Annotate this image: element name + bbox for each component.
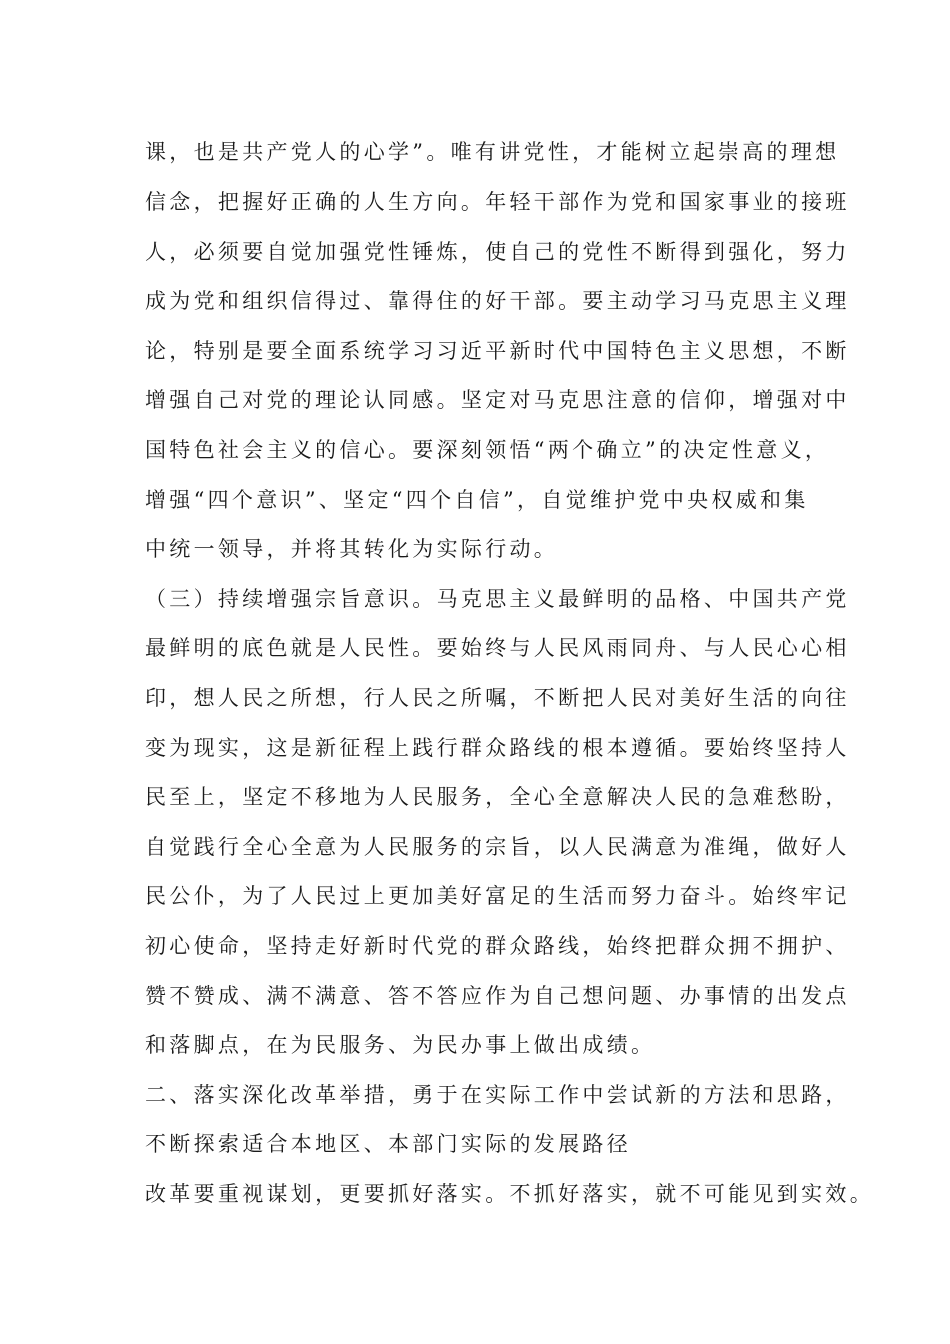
text-line: 最鲜明的底色就是人民性。要始终与人民风雨同舟、与人民心心相 xyxy=(145,636,850,660)
text-line: 民至上，坚定不移地为人民服务，全心全意解决人民的急难愁盼， xyxy=(145,785,850,809)
text-line: 论，特别是要全面系统学习习近平新时代中国特色主义思想，不断 xyxy=(145,339,850,363)
text-line: 民公仆，为了人民过上更加美好富足的生活而努力奋斗。始终牢记 xyxy=(145,884,850,908)
section-heading-3: （三）持续增强宗旨意识。马克思主义最鲜明的品格、中国共产党 xyxy=(145,587,850,611)
text-line: 增强自己对党的理论认同感。坚定对马克思注意的信仰，增强对中 xyxy=(145,388,850,412)
text-line: 成为党和组织信得过、靠得住的好干部。要主动学习马克思主义理 xyxy=(145,289,850,313)
text-line: 改革要重视谋划，更要抓好落实。不抓好落实，就不可能见到实效。 xyxy=(145,1182,874,1206)
text-line: 印，想人民之所想，行人民之所嘱，不断把人民对美好生活的向往 xyxy=(145,686,850,710)
text-line: 变为现实，这是新征程上践行群众路线的根本遵循。要始终坚持人 xyxy=(145,736,850,760)
text-line: 中统一领导，并将其转化为实际行动。 xyxy=(145,537,559,561)
text-line: 信念，把握好正确的人生方向。年轻干部作为党和国家事业的接班 xyxy=(145,190,850,214)
text-line: 课，也是共产党人的心学”。唯有讲党性，才能树立起崇高的理想 xyxy=(145,140,840,164)
text-line: 国特色社会主义的信心。要深刻领悟“两个确立”的决定性意义， xyxy=(145,438,830,462)
text-line: 人，必须要自觉加强党性锤炼，使自己的党性不断得到强化，努力 xyxy=(145,240,850,264)
text-line: 自觉践行全心全意为人民服务的宗旨，以人民满意为准绳，做好人 xyxy=(145,835,850,859)
text-line: 赞不赞成、满不满意、答不答应作为自己想问题、办事情的出发点 xyxy=(145,984,850,1008)
section-heading-2: 二、落实深化改革举措，勇于在实际工作中尝试新的方法和思路， xyxy=(145,1083,850,1107)
section-heading-2-cont: 不断探索适合本地区、本部门实际的发展路径 xyxy=(145,1132,631,1156)
text-line: 初心使命，坚持走好新时代党的群众路线，始终把群众拥不拥护、 xyxy=(145,934,850,958)
text-line: 和落脚点，在为民服务、为民办事上做出成绩。 xyxy=(145,1033,656,1057)
text-line: 增强“四个意识”、坚定“四个自信”，自觉维护党中央权威和集 xyxy=(145,488,809,512)
